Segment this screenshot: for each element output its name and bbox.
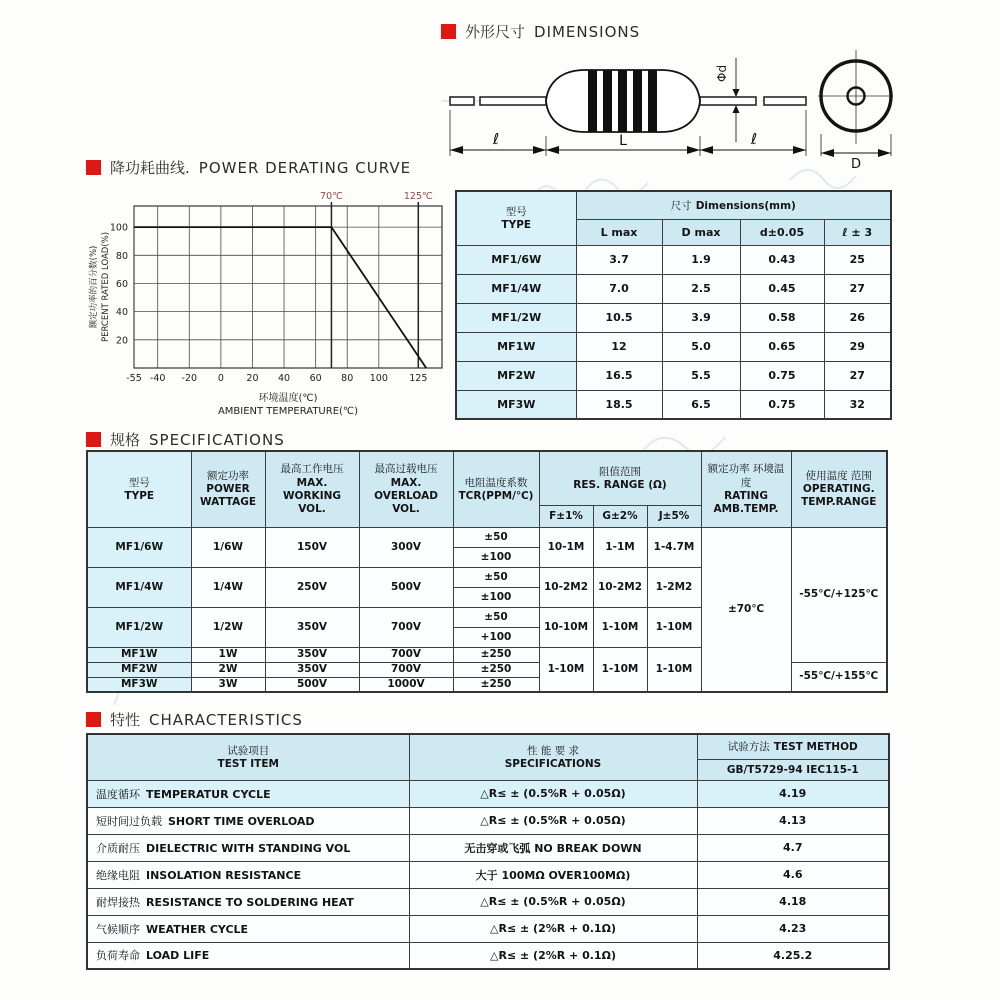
lead-length-label-left: ℓ — [492, 130, 500, 148]
header-col: L max — [576, 219, 662, 245]
dimensions-table — [455, 190, 892, 420]
red-square-icon — [86, 160, 101, 175]
table-row: +100 — [87, 627, 887, 647]
table-row: ±100 — [87, 547, 887, 567]
header-overload-voltage: 最高过载电压 MAX. OVERLOAD VOL. — [359, 451, 453, 527]
table-header-row — [87, 734, 889, 759]
table-row: 介质耐压 DIELECTRIC WITH STANDING VOL 无击穿或飞弧 NO BREAK DOWN 4.7 — [87, 834, 889, 861]
header-test-method: 试验方法 TEST METHOD — [697, 734, 889, 759]
header-tcr: 电阻温度系数 TCR(PPM/℃) — [453, 451, 539, 527]
svg-text:额定功率的百分数(%): 额定功率的百分数(%) — [89, 245, 99, 329]
header-type: 型号 TYPE — [87, 451, 191, 527]
svg-text:环境温度(℃): 环境温度(℃) — [258, 393, 318, 404]
section-title-zh: 降功耗曲线. — [110, 159, 190, 177]
header-test-method-standard: GB/T5729-94 IEC115-1 — [697, 759, 889, 780]
header-operating-range: 使用温度 范围 OPERATING. TEMP.RANGE — [791, 451, 887, 527]
lead-length-label-right: ℓ — [750, 130, 758, 148]
section-title-zh: 特性 — [110, 711, 141, 729]
table-row: MF1/2W 10.5 3.9 0.58 26 — [456, 303, 891, 332]
specifications-table — [86, 450, 888, 693]
svg-text:70℃: 70℃ — [320, 192, 343, 202]
table-row: MF3W 3W 500V 1000V ±250 — [87, 677, 887, 692]
header-tol-j: J±5% — [647, 505, 701, 527]
svg-text:40: 40 — [115, 307, 128, 319]
table-row: MF2W 16.5 5.5 0.75 27 — [456, 361, 891, 390]
svg-text:125: 125 — [409, 373, 428, 384]
resistor-outline-diagram — [438, 44, 893, 172]
svg-text:125℃: 125℃ — [403, 192, 433, 202]
section-title-en: CHARACTERISTICS — [149, 710, 303, 729]
section-header-specifications — [86, 429, 285, 450]
table-row: 绝缘电阻 INSOLATION RESISTANCE 大于 100MΩ OVER100MΩ) 4.6 — [87, 861, 889, 888]
derating-chart-svg — [84, 192, 450, 424]
section-title-en: DIMENSIONS — [534, 22, 641, 41]
svg-text:60: 60 — [115, 278, 128, 290]
header-type: 型号 TYPE — [456, 191, 576, 245]
section-header-characteristics — [86, 709, 303, 730]
svg-text:PERCENT RATED LOAD(%): PERCENT RATED LOAD(%) — [101, 231, 111, 343]
header-tol-f: F±1% — [539, 505, 593, 527]
svg-text:-20: -20 — [181, 373, 198, 384]
section-title-zh: 规格 — [110, 431, 141, 449]
section-title-en: SPECIFICATIONS — [149, 430, 285, 449]
svg-text:-55: -55 — [126, 373, 142, 384]
svg-text:100: 100 — [369, 373, 388, 384]
rating-ambient-cell: ±70℃ — [701, 527, 791, 692]
section-title-en: POWER DERATING CURVE — [198, 158, 412, 177]
red-square-icon — [441, 24, 456, 39]
arrowhead-icon — [733, 89, 740, 97]
operating-range-cell: -55℃/+155℃ — [791, 662, 887, 692]
header-col: ℓ ± 3 — [824, 219, 891, 245]
table-header-row — [456, 191, 891, 219]
operating-range-cell: -55℃/+125℃ — [791, 527, 887, 662]
characteristics-table — [86, 733, 890, 970]
table-row: MF1/6W 3.7 1.9 0.43 25 — [456, 245, 891, 274]
header-dimensions-group: 尺寸 Dimensions(mm) — [576, 191, 891, 219]
table-row: MF1W 1W 350V 700V ±250 1-10M 1-10M 1-10M — [87, 647, 887, 662]
section-title-zh: 外形尺寸 — [465, 23, 526, 41]
wire-diameter-label: Φd — [715, 64, 729, 82]
table-header-row — [87, 451, 887, 505]
svg-text:20: 20 — [246, 373, 259, 384]
header-res-range: 阻值范围 RES. RANGE (Ω) — [539, 451, 701, 505]
table-row: 气候顺序 WEATHER CYCLE △R≤ ± (2%R + 0.1Ω) 4.23 — [87, 915, 889, 942]
header-test-item: 试验项目 TEST ITEM — [87, 734, 409, 780]
red-square-icon — [86, 712, 101, 727]
svg-text:0: 0 — [217, 373, 224, 384]
svg-text:100: 100 — [109, 222, 128, 234]
arrowhead-icon — [733, 105, 740, 113]
svg-text:40: 40 — [278, 373, 291, 384]
header-tol-g: G±2% — [593, 505, 647, 527]
table-row: MF1/6W 1/6W 150V 300V ±50 10-1M 1-1M 1-4.7M ±70℃ -55℃/+125℃ — [87, 527, 887, 547]
svg-text:-40: -40 — [149, 373, 166, 384]
table-row: 负荷寿命 LOAD LIFE △R≤ ± (2%R + 0.1Ω) 4.25.2 — [87, 942, 889, 969]
table-row: MF1/4W 7.0 2.5 0.45 27 — [456, 274, 891, 303]
header-specifications: 性 能 要 求 SPECIFICATIONS — [409, 734, 697, 780]
header-col: D max — [662, 219, 740, 245]
table-row: MF3W 18.5 6.5 0.75 32 — [456, 390, 891, 419]
table-row: MF1W 12 5.0 0.65 29 — [456, 332, 891, 361]
svg-text:AMBIENT TEMPERATURE(℃): AMBIENT TEMPERATURE(℃) — [217, 406, 359, 417]
table-row: MF1/2W 1/2W 350V 700V ±50 10-10M 1-10M 1-10M — [87, 607, 887, 627]
table-row: 耐焊接热 RESISTANCE TO SOLDERING HEAT △R≤ ± (0.5%R + 0.05Ω) 4.18 — [87, 888, 889, 915]
body-length-label: L — [619, 133, 627, 149]
end-view — [818, 50, 893, 157]
section-header-dimensions — [441, 21, 640, 42]
svg-text:80: 80 — [341, 373, 354, 384]
red-square-icon — [86, 432, 101, 447]
svg-text:60: 60 — [309, 373, 322, 384]
table-row: ±100 — [87, 587, 887, 607]
header-working-voltage: 最高工作电压 MAX. WORKING VOL. — [265, 451, 359, 527]
end-diameter-label: D — [850, 157, 862, 172]
table-row: MF1/4W 1/4W 250V 500V ±50 10-2M2 10-2M2 1-2M2 — [87, 567, 887, 587]
svg-text:20: 20 — [115, 335, 128, 347]
table-row: 温度循环 TEMPERATUR CYCLE △R≤ ± (0.5%R + 0.05Ω) 4.19 — [87, 780, 889, 807]
table-row: 短时间过负载 SHORT TIME OVERLOAD △R≤ ± (0.5%R + 0.05Ω) 4.13 — [87, 807, 889, 834]
table-row: MF2W 2W 350V 700V ±250 -55℃/+155℃ — [87, 662, 887, 677]
header-rating-ambient: 额定功率 环境温度 RATING AMB.TEMP. — [701, 451, 791, 527]
header-power: 额定功率 POWER WATTAGE — [191, 451, 265, 527]
svg-text:80: 80 — [115, 250, 128, 262]
derating-chart — [84, 192, 450, 428]
header-col: d±0.05 — [740, 219, 824, 245]
section-header-derating — [86, 157, 411, 178]
